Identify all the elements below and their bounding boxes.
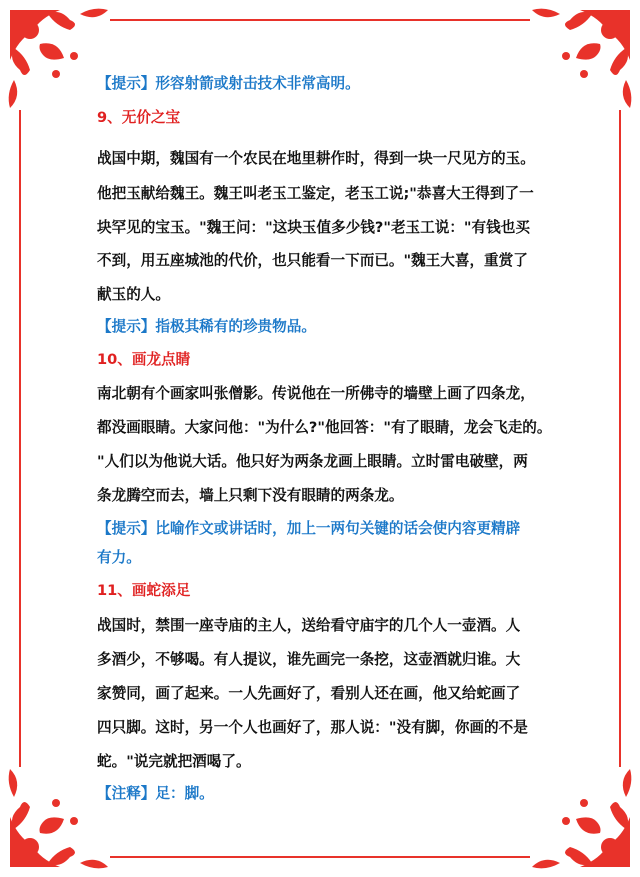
body-line: 战国中期，魏国有一个农民在地里耕作时，得到一块一尺见方的玉。	[97, 150, 535, 167]
body-line: 条龙腾空而去，墙上只剩下没有眼睛的两条龙。	[97, 487, 404, 504]
body-line: 他把玉献给魏王。魏王叫老玉工鉴定，老玉工说;"恭喜大王得到了一	[97, 185, 534, 202]
body-line: 不到，用五座城池的代价，也只能看一下而已。"魏王大喜，重赏了	[97, 252, 528, 269]
frame-top-border	[110, 19, 530, 21]
frame-right-border	[619, 110, 621, 767]
corner-ornament-icon	[520, 0, 640, 120]
frame-left-border	[19, 110, 21, 767]
corner-ornament-icon	[520, 757, 640, 877]
body-line: 四只脚。这时，另一个人也画好了，那人说："没有脚，你画的不是	[97, 719, 528, 736]
frame-bottom-border	[110, 856, 530, 858]
body-line: "人们以为他说大话。他只好为两条龙画上眼睛。立时雷电破壁，两	[97, 453, 528, 470]
hint-line: 【提示】形容射箭或射击技术非常高明。	[97, 75, 360, 92]
corner-ornament-icon	[0, 757, 120, 877]
hint-line: 【提示】比喻作文或讲话时，加上一两句关键的话会使内容更精辟	[97, 520, 521, 537]
hint-line: 【提示】指极其稀有的珍贵物品。	[97, 318, 316, 335]
idiom-heading: 10、画龙点睛	[97, 351, 191, 368]
idiom-heading: 9、无价之宝	[97, 109, 181, 126]
body-line: 战国时，禁围一座寺庙的主人，送给看守庙宇的几个人一壶酒。人	[97, 617, 521, 634]
body-line: 家赞同，画了起来。一人先画好了，看别人还在画，他又给蛇画了	[97, 685, 521, 702]
body-line: 都没画眼睛。大家问他："为什么?"他回答："有了眼睛，龙会飞走的。	[97, 419, 552, 436]
body-line: 蛇。"说完就把酒喝了。	[97, 753, 251, 770]
corner-ornament-icon	[0, 0, 120, 120]
body-line: 多酒少，不够喝。有人提议，谁先画完一条挖，这壶酒就归谁。大	[97, 651, 521, 668]
body-line: 献玉的人。	[97, 286, 170, 303]
hint-line: 【注释】足：脚。	[97, 785, 214, 802]
body-line: 南北朝有个画家叫张僧影。传说他在一所佛寺的墙壁上画了四条龙，	[97, 385, 535, 402]
idiom-heading: 11、画蛇添足	[97, 582, 191, 599]
body-line: 块罕见的宝玉。"魏王问："这块玉值多少钱?"老玉工说："有钱也买	[97, 219, 530, 236]
hint-line: 有力。	[97, 549, 141, 566]
